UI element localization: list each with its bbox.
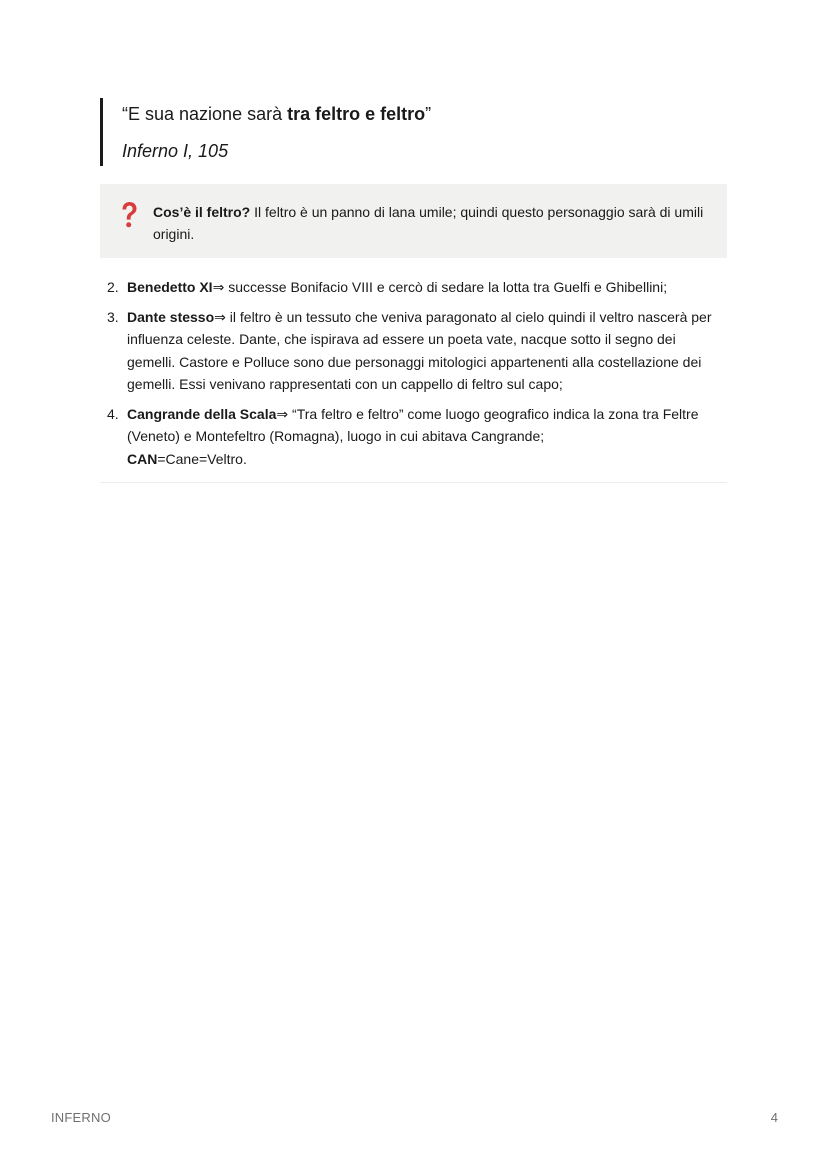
arrow-icon: ⇒ <box>212 279 225 295</box>
list-item-number: 2. <box>107 279 119 295</box>
quote-text-bold: tra feltro e feltro <box>287 104 426 124</box>
list-item-extra-bold: CAN <box>127 450 158 467</box>
quote-open-mark: “ <box>122 104 128 124</box>
arrow-icon: ⇒ <box>276 405 289 422</box>
list-item-text: “Tra feltro e feltro” come luogo geografico indica la zona tra Feltre (Veneto) e Montefeltro (Romagna), luogo in cui abitava Cangrande; <box>127 405 699 444</box>
callout-text <box>153 201 713 245</box>
arrow-icon: ⇒ <box>214 308 226 325</box>
numbered-list <box>100 276 727 477</box>
page-number: 4 <box>770 1110 778 1125</box>
blockquote <box>100 98 720 166</box>
list-item-number: 4. <box>107 405 119 422</box>
callout-question: Cos’è il feltro? <box>153 204 251 220</box>
list-item-title: Cangrande della Scala <box>127 405 277 422</box>
list-item-text: successe Bonifacio VIII e cercò di sedare la lotta tra Guelfi e Ghibellini; <box>224 279 668 295</box>
list-item-number: 3. <box>107 308 119 325</box>
quote-text-plain: E sua nazione sarà <box>128 104 288 124</box>
callout-box <box>100 184 727 258</box>
list-item-text: il feltro è un tessuto che veniva paragonato al cielo quindi il veltro nascerà per influenza celeste. Dante, che ispirava ad essere un poeta vate, nacque sotto il segno dei gemelli. Castore e Polluce sono due personaggi mitologici appartenenti alla costellazione dei gemelli. Essi venivano rappresentati con un cappello di feltro sul capo; <box>127 308 712 392</box>
divider <box>100 482 727 483</box>
footer-title: INFERNO <box>51 1110 111 1125</box>
question-mark-icon <box>119 200 139 230</box>
quote-close-mark: ” <box>425 104 432 124</box>
list-item <box>100 403 727 471</box>
list-item-title: Benedetto XI <box>127 279 213 295</box>
callout-answer: Il feltro è un panno di lana umile; quindi questo personaggio sarà di umili origini. <box>153 204 704 242</box>
list-item <box>100 276 727 299</box>
list-item <box>100 306 727 396</box>
quote-text <box>122 103 720 125</box>
list-item-extra-text: =Cane=Veltro. <box>157 450 247 467</box>
list-item-title: Dante stesso <box>127 308 215 325</box>
quote-citation: Inferno I, 105 <box>122 141 229 161</box>
